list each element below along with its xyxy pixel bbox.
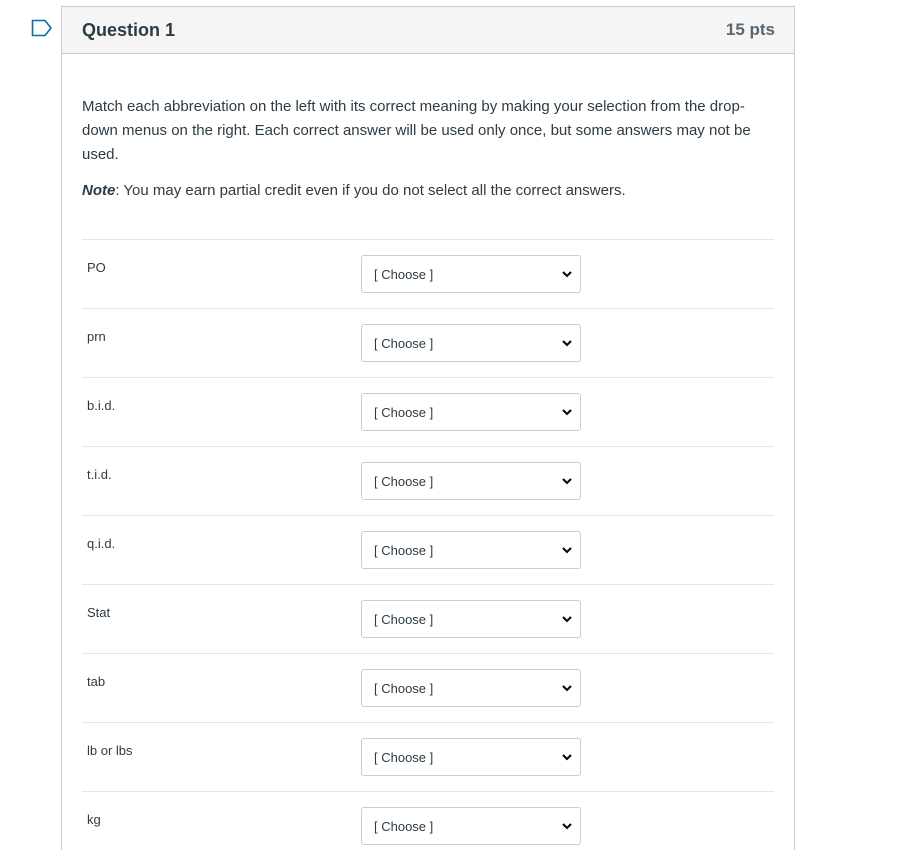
dropdown-selected-value: [ Choose ] — [374, 680, 434, 696]
answer-row — [82, 516, 774, 585]
answer-list — [82, 239, 774, 850]
answer-row — [82, 309, 774, 378]
answer-label: kg — [87, 812, 101, 827]
chevron-down-icon — [561, 268, 573, 280]
dropdown-selected-value: [ Choose ] — [374, 611, 434, 627]
chevron-down-icon — [561, 820, 573, 832]
chevron-down-icon — [561, 406, 573, 418]
answer-dropdown[interactable] — [361, 807, 581, 845]
question-body — [62, 54, 794, 850]
answer-row — [82, 240, 774, 309]
answer-dropdown[interactable] — [361, 738, 581, 776]
bookmark-flag-icon[interactable] — [31, 19, 53, 37]
answer-label: q.i.d. — [87, 536, 116, 551]
answer-row — [82, 378, 774, 447]
answer-label: tab — [87, 674, 106, 689]
question-header — [62, 7, 794, 54]
question-points: 15 pts — [725, 20, 775, 39]
answer-row — [82, 723, 774, 792]
dropdown-selected-value: [ Choose ] — [374, 404, 434, 420]
answer-row — [82, 654, 774, 723]
answer-label: t.i.d. — [87, 467, 112, 482]
dropdown-selected-value: [ Choose ] — [374, 749, 434, 765]
chevron-down-icon — [561, 337, 573, 349]
answer-dropdown[interactable] — [361, 255, 581, 293]
answer-dropdown[interactable] — [361, 393, 581, 431]
dropdown-selected-value: [ Choose ] — [374, 818, 434, 834]
answer-label: Stat — [87, 605, 111, 620]
answer-row — [82, 792, 774, 850]
answer-dropdown[interactable] — [361, 531, 581, 569]
dropdown-selected-value: [ Choose ] — [374, 473, 434, 489]
chevron-down-icon — [561, 613, 573, 625]
chevron-down-icon — [561, 475, 573, 487]
answer-dropdown[interactable] — [361, 669, 581, 707]
answer-dropdown[interactable] — [361, 600, 581, 638]
answer-label: prn — [87, 329, 106, 344]
note-text: : You may earn partial credit even if you do not select all the correct answers. — [115, 182, 626, 199]
question-text: Match each abbreviation on the left with its correct meaning by making your selection from the drop-down menus on the right. Each correct answer will be used only once, but some answers may not be used. — [82, 98, 751, 163]
answer-dropdown[interactable] — [361, 324, 581, 362]
question-title: Question 1 — [82, 19, 176, 40]
dropdown-selected-value: [ Choose ] — [374, 335, 434, 351]
dropdown-selected-value: [ Choose ] — [374, 542, 434, 558]
chevron-down-icon — [561, 544, 573, 556]
note-label: Note — [82, 182, 116, 199]
chevron-down-icon — [561, 751, 573, 763]
answer-label: PO — [87, 260, 106, 275]
question-note — [82, 179, 774, 203]
answer-label: lb or lbs — [87, 743, 133, 758]
dropdown-selected-value: [ Choose ] — [374, 266, 434, 282]
answer-row — [82, 585, 774, 654]
answer-row — [82, 447, 774, 516]
chevron-down-icon — [561, 682, 573, 694]
question-card — [61, 6, 795, 850]
answer-label: b.i.d. — [87, 398, 116, 413]
answer-dropdown[interactable] — [361, 462, 581, 500]
